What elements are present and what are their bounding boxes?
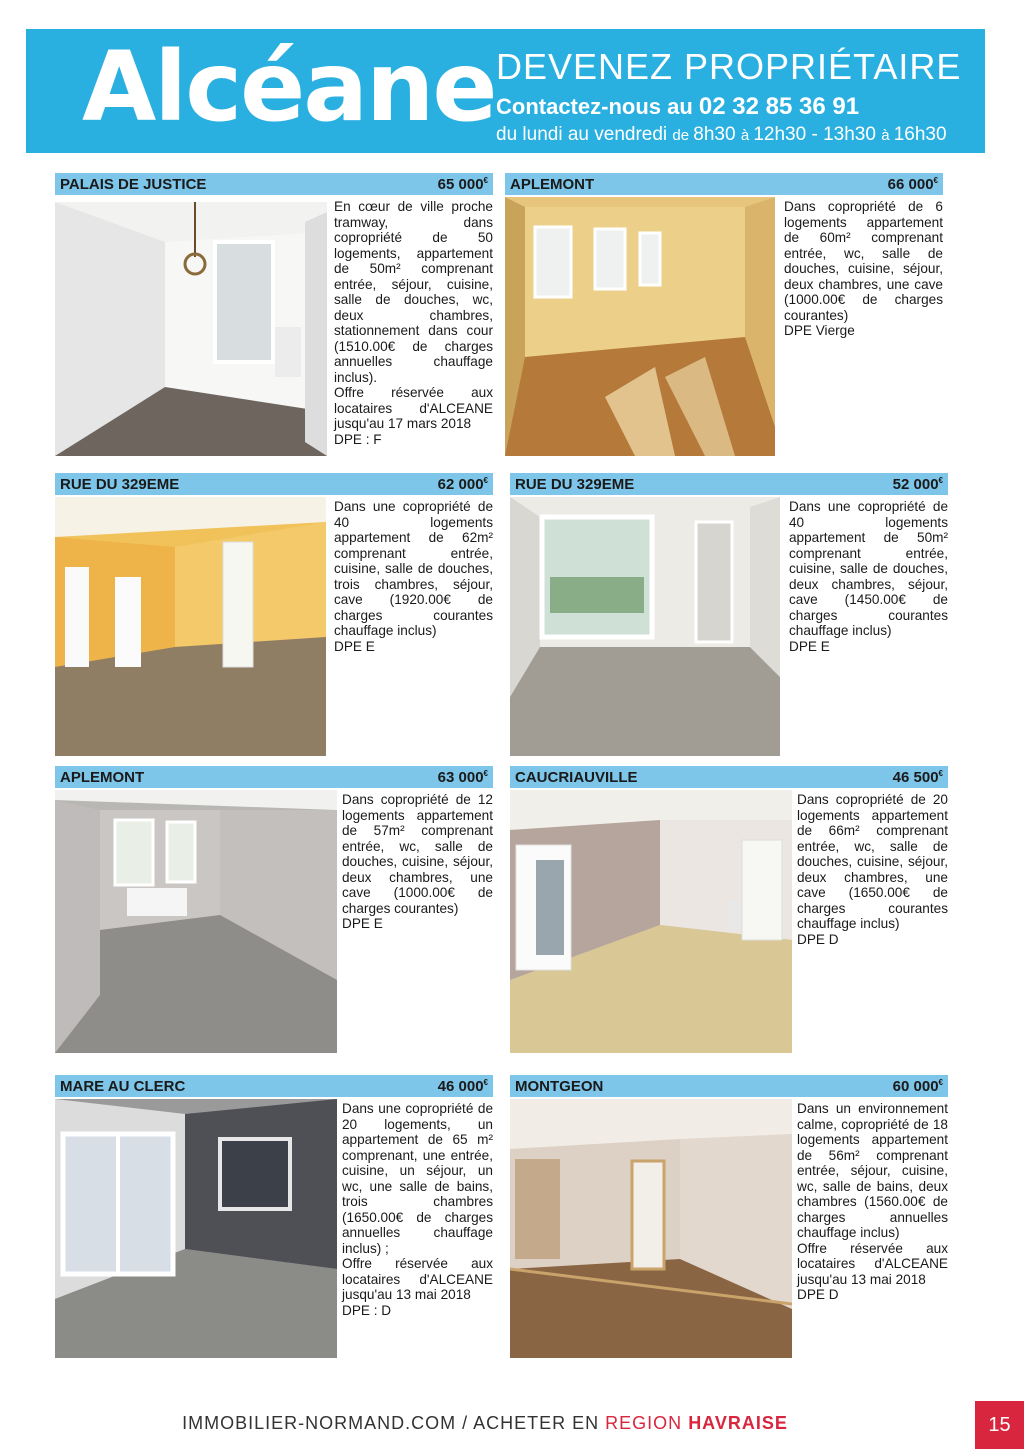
listing-location: APLEMONT — [510, 175, 595, 193]
listing-price: 66 000€ — [887, 175, 938, 193]
listing-location: RUE DU 329EME — [515, 475, 635, 493]
listing-description: Dans copropriété de 12 logements appartement de 57m² comprenant entrée, wc, salle de douches, cuisine, séjour, deux chambres, une cave (1000.00€ de charges courantes) DPE E — [342, 792, 493, 931]
listing-photo[interactable] — [55, 202, 327, 456]
hours-a2: à — [881, 127, 894, 144]
listing-location: RUE DU 329EME — [60, 475, 180, 493]
listing-location: MARE AU CLERC — [60, 1077, 186, 1095]
listing-price: 52 000€ — [892, 475, 943, 493]
listing-header — [510, 473, 948, 495]
listing-description: En cœur de ville proche tramway, dans copropriété de 50 logements, appartement de 50m² comprenant entrée, séjour, cuisine, salle de douches, wc, deux chambres, stationnement dans cour (1510.00€ de charges annuelles chauffage inclus). Offre réservée aux locataires d'ALCEANE jusqu'au 17 mars 2018 DPE : F — [334, 199, 493, 447]
listing-card[interactable] — [510, 766, 950, 1056]
listing-description: Dans une copropriété de 40 logements appartement de 50m² comprenant entrée, cuisine, salle de douches, deux chambres, séjour, cave (1450.00€ de charges courantes chauffage inclus) DPE E — [789, 499, 948, 654]
footer-region: REGION — [605, 1413, 689, 1433]
listing-photo[interactable] — [510, 497, 780, 756]
listing-card[interactable] — [510, 1075, 950, 1360]
listing-card[interactable] — [55, 473, 495, 758]
listing-card[interactable] — [55, 173, 495, 458]
contact-prefix: Contactez-nous au — [496, 94, 699, 119]
hours-a1: à — [740, 127, 754, 144]
footer — [0, 1413, 970, 1434]
contact-line — [496, 95, 859, 119]
phone-number[interactable]: 02 32 85 36 91 — [698, 93, 860, 120]
listing-header — [510, 1075, 948, 1097]
hours-t3: 16h30 — [893, 124, 947, 145]
listing-card[interactable] — [505, 173, 945, 458]
header-banner — [26, 29, 985, 153]
listing-header — [55, 173, 493, 195]
opening-hours — [496, 125, 947, 144]
listing-description: Dans une copropriété de 20 logements, un appartement de 65 m² comprenant, une entrée, cuisine, un séjour, un wc, une salle de bains, trois chambres (1650.00€ de charges annuelles chauffage inclus) ; Offre réservée aux locataires d'ALCEANE jusqu'au 13 mai 2018 DPE : D — [342, 1101, 493, 1318]
listing-header — [510, 766, 948, 788]
tagline: DEVENEZ PROPRIÉTAIRE — [496, 46, 962, 87]
listing-price: 60 000€ — [892, 1077, 943, 1095]
listing-card[interactable] — [510, 473, 950, 758]
hours-t1: 8h30 — [693, 124, 741, 145]
hours-days: du lundi au vendredi — [496, 124, 673, 145]
listing-location: MONTGEON — [515, 1077, 604, 1095]
listing-header — [55, 766, 493, 788]
footer-action: ACHETER EN — [473, 1413, 606, 1433]
listing-photo[interactable] — [55, 1099, 337, 1358]
listing-price: 46 500€ — [892, 768, 943, 786]
listing-location: CAUCRIAUVILLE — [515, 768, 638, 786]
footer-region-bold: HAVRAISE — [688, 1413, 788, 1433]
listing-description: Dans copropriété de 6 logements appartement de 60m² comprenant entrée, wc, salle de douches, cuisine, séjour, deux chambres, une cave (1000.00€ de charges courantes) DPE Vierge — [784, 199, 943, 338]
listing-photo[interactable] — [55, 497, 326, 756]
hours-de: de — [672, 127, 694, 144]
listing-header — [55, 473, 493, 495]
listing-price: 63 000€ — [437, 768, 488, 786]
listing-price: 46 000€ — [437, 1077, 488, 1095]
listing-description: Dans copropriété de 20 logements appartement de 66m² comprenant entrée, wc, salle de douches, cuisine, séjour, deux chambres, une cave (1650.00€ de charges courantes chauffage inclus) DPE D — [797, 792, 948, 947]
footer-site[interactable]: IMMOBILIER-NORMAND.COM / — [182, 1413, 474, 1433]
listing-photo[interactable] — [510, 790, 792, 1053]
listing-location: PALAIS DE JUSTICE — [60, 175, 207, 193]
listing-price: 62 000€ — [437, 475, 488, 493]
listing-header — [55, 1075, 493, 1097]
listing-description: Dans un environnement calme, copropriété de 18 logements appartement de 56m² comprenant entrée, séjour, cuisine, wc, salle de bains, deux chambres (1560.00€ de charges annuelles chauffage inclus) Offre réservée aux locataires d'ALCEANE jusqu'au 13 mai 2018 DPE D — [797, 1101, 948, 1302]
listing-description: Dans une copropriété de 40 logements appartement de 62m² comprenant entrée, cuisine, salle de douches, trois chambres, séjour, cave (1920.00€ de charges courantes chauffage inclus) DPE E — [334, 499, 493, 654]
listing-photo[interactable] — [505, 197, 775, 456]
listing-location: APLEMONT — [60, 768, 145, 786]
listing-price: 65 000€ — [437, 175, 488, 193]
listing-header — [505, 173, 943, 195]
listing-card[interactable] — [55, 766, 495, 1056]
listing-photo[interactable] — [55, 790, 337, 1053]
brand-logo: Alcéane — [82, 31, 496, 143]
listing-photo[interactable] — [510, 1099, 792, 1358]
hours-t2: 12h30 - 13h30 — [753, 124, 882, 145]
page-number: 15 — [975, 1401, 1024, 1449]
listing-card[interactable] — [55, 1075, 495, 1360]
